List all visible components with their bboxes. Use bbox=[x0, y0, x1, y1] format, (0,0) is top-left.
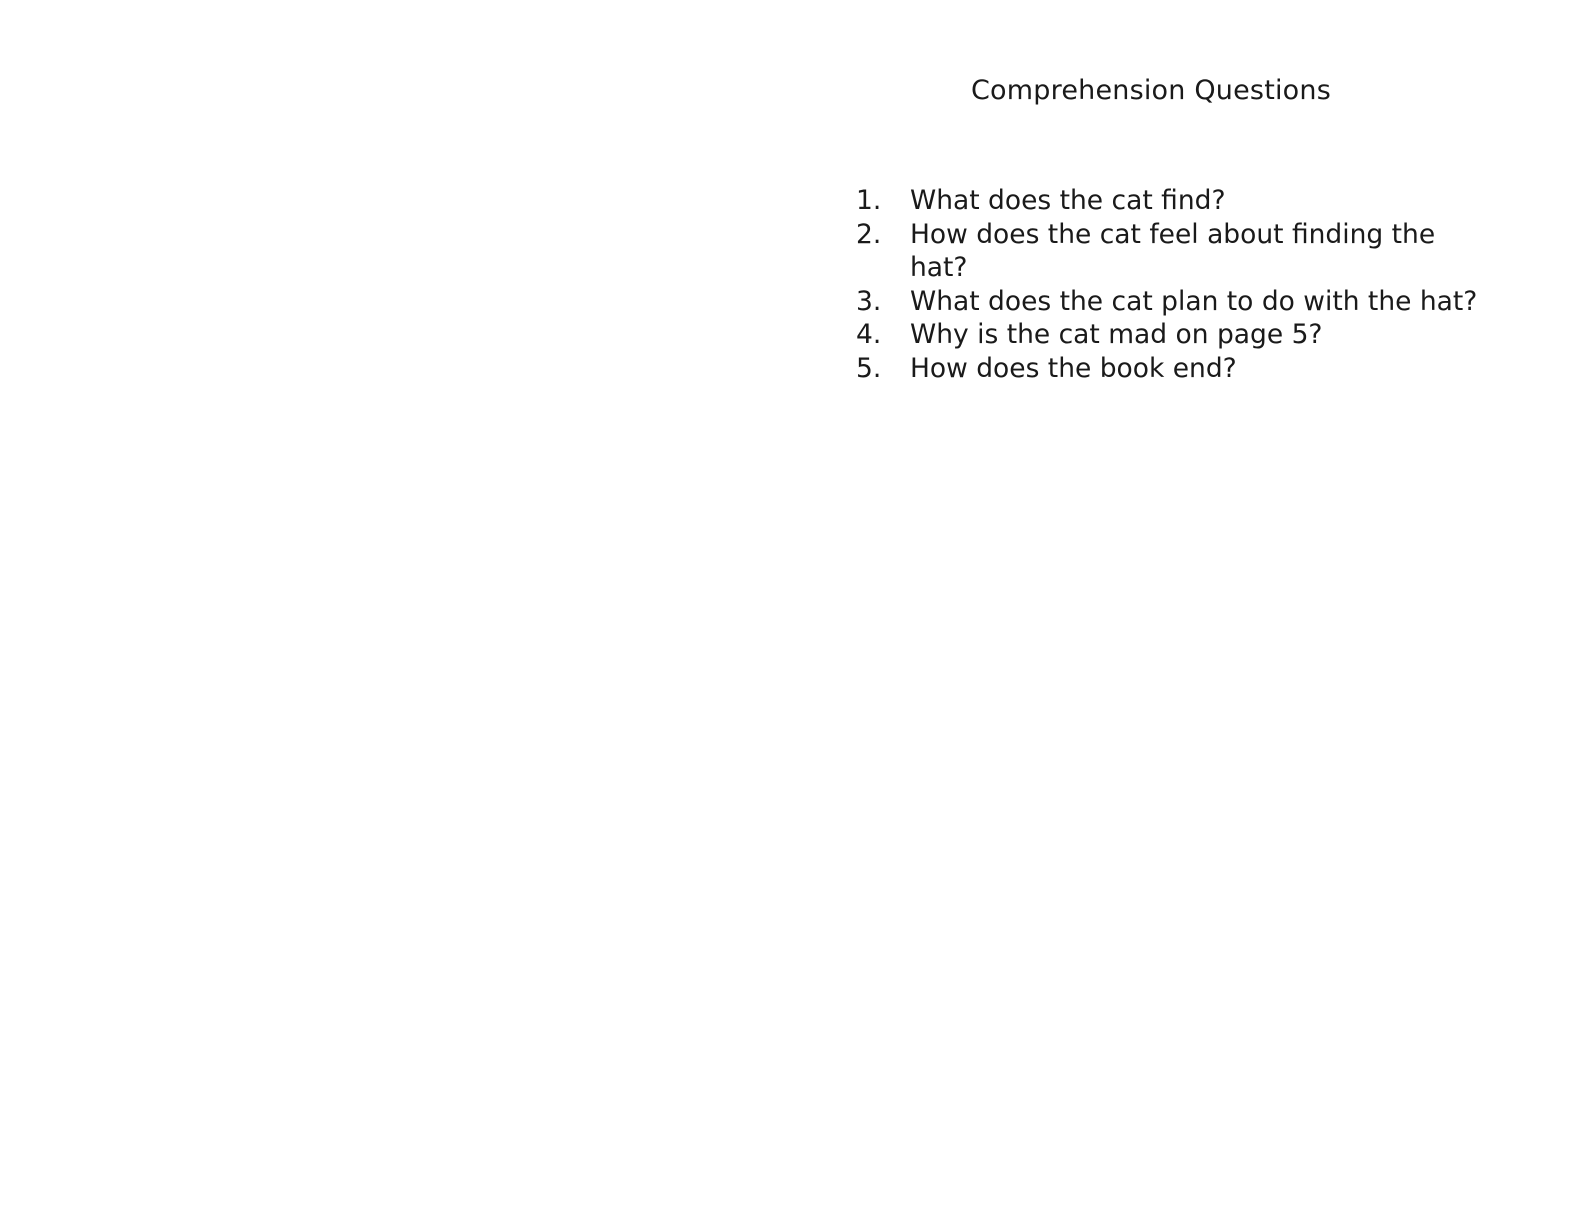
question-text: How does the cat feel about finding the hat? bbox=[910, 218, 1436, 283]
question-list bbox=[856, 184, 1536, 385]
question-number: 5. bbox=[856, 352, 882, 384]
question-item-2 bbox=[856, 218, 1536, 285]
page-title: Comprehension Questions bbox=[971, 75, 1331, 106]
question-number: 2. bbox=[856, 218, 882, 250]
question-number: 4. bbox=[856, 319, 882, 350]
question-text: Why is the cat mad on page 5? bbox=[910, 319, 1323, 350]
question-item-3 bbox=[856, 285, 1536, 319]
question-text: How does the book end? bbox=[910, 352, 1237, 384]
question-text: What does the cat find? bbox=[910, 185, 1226, 216]
question-text: What does the cat plan to do with the hat? bbox=[910, 285, 1478, 317]
question-number: 1. bbox=[856, 185, 882, 216]
question-item-5 bbox=[856, 352, 1536, 386]
question-item-4 bbox=[856, 318, 1536, 352]
question-number: 3. bbox=[856, 285, 882, 317]
question-item-1 bbox=[856, 184, 1536, 218]
